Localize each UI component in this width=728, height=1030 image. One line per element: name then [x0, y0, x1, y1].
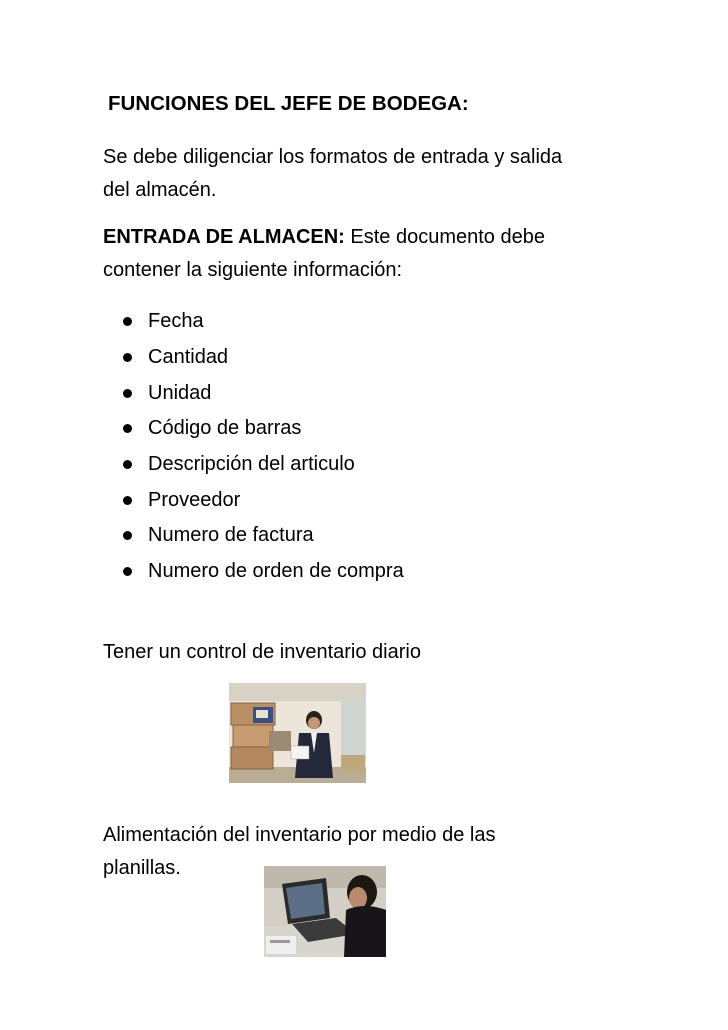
list-item-label: Fecha: [148, 310, 204, 333]
intro-line-1: Se debe diligenciar los formatos de entrada y salida: [103, 146, 563, 168]
list-item: [123, 518, 404, 554]
list-item-label: Numero de factura: [148, 524, 314, 547]
feed-line-1: Alimentación del inventario por medio de las: [103, 824, 496, 846]
list-item-label: Código de barras: [148, 417, 302, 440]
list-item: [123, 447, 404, 483]
list-item-label: Unidad: [148, 381, 212, 404]
bullet-icon: [123, 317, 132, 326]
required-info-list: [123, 304, 404, 590]
list-item: [123, 411, 404, 447]
warehouse-inventory-photo: [229, 683, 366, 783]
list-item: [123, 554, 404, 590]
list-item-label: Descripción del articulo: [148, 453, 355, 476]
intro-line-2: del almacén.: [103, 179, 217, 201]
list-item-label: Numero de orden de compra: [148, 560, 404, 583]
intro-paragraph: [103, 141, 562, 207]
list-item: [123, 304, 404, 340]
list-item: [123, 482, 404, 518]
list-item: [123, 375, 404, 411]
bullet-icon: [123, 353, 132, 362]
bullet-icon: [123, 389, 132, 398]
bullet-icon: [123, 531, 132, 540]
bullet-icon: [123, 496, 132, 505]
list-item-label: Proveedor: [148, 488, 241, 511]
feed-line-2: planillas.: [103, 857, 181, 879]
entrada-text-line-2: contener la siguiente información:: [103, 259, 403, 281]
bullet-icon: [123, 424, 132, 433]
bullet-icon: [123, 567, 132, 576]
list-item: [123, 340, 404, 376]
entrada-label: ENTRADA DE ALMACEN:: [103, 226, 345, 248]
computer-worker-photo: [264, 866, 386, 957]
inventory-paragraph: Tener un control de inventario diario: [103, 641, 421, 663]
entrada-paragraph: [103, 221, 545, 287]
list-item-label: Cantidad: [148, 346, 229, 369]
page-title: FUNCIONES DEL JEFE DE BODEGA:: [108, 92, 469, 115]
bullet-icon: [123, 460, 132, 469]
entrada-text-line-1: Este documento debe: [344, 226, 545, 248]
